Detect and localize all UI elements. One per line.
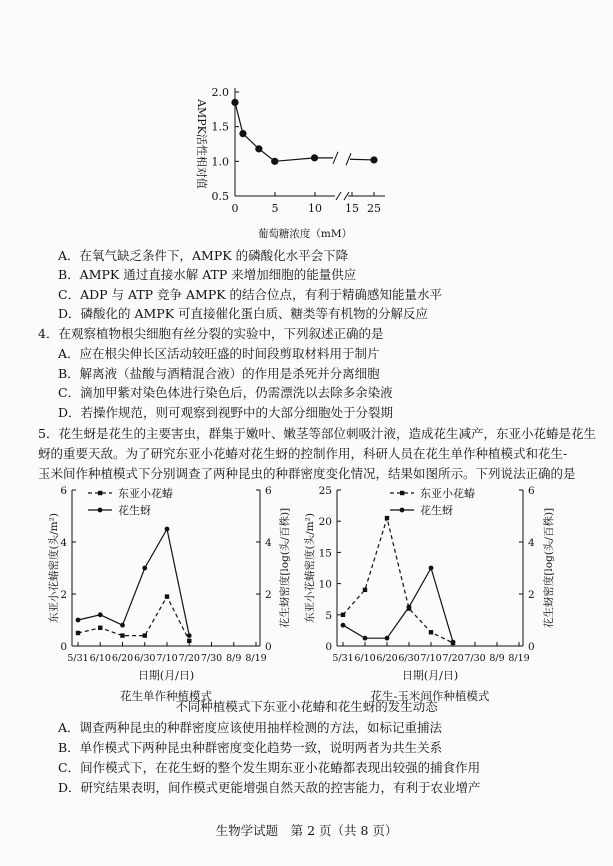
- figure-caption: 不同种植模式下东亚小花蝽和花生蚜的发生动态: [175, 699, 438, 714]
- left-axis-label: 东亚小花蝽密度(头/m²): [304, 513, 316, 623]
- predator-data-point: [143, 633, 147, 637]
- left-tick-label: 0: [60, 641, 67, 653]
- predator-data-point: [76, 631, 80, 635]
- aphid-series-line: [343, 568, 453, 642]
- aphid-data-point: [341, 623, 346, 628]
- aphid-data-point: [187, 633, 192, 638]
- x-tick-label: 6/10: [354, 653, 376, 664]
- predator-data-point: [385, 516, 389, 520]
- q3-option-b: B．AMPK 通过直接水解 ATP 来增加细胞的能量供应: [58, 267, 357, 282]
- x-tick-label: 7/20: [178, 653, 200, 664]
- q5-stem-line1: 5．花生蚜是花生的主要害虫，群集于嫩叶、嫩茎等部位刺吸汁液，造成花生减产，东亚小花蝽是花生: [38, 426, 596, 441]
- x-tick-label: 5/31: [67, 653, 89, 664]
- aphid-data-point: [120, 623, 125, 628]
- x-tick-label: 8/19: [245, 653, 267, 664]
- y-tick-label: 0.5: [211, 190, 229, 203]
- aphid-data-point: [98, 612, 103, 617]
- right-tick-label: 0: [265, 641, 272, 653]
- predator-data-point: [98, 626, 102, 630]
- x-tick-label: 8/19: [508, 653, 530, 664]
- y-tick-label: 2.0: [211, 86, 229, 99]
- q4-option-d: D．若操作规范，则可观察到视野中的大部分细胞处于分裂期: [58, 405, 394, 420]
- predator-series-line: [343, 518, 453, 643]
- legend-label: 东亚小花蝽: [118, 487, 173, 500]
- x-axis-label: 葡萄糖浓度（mM）: [257, 228, 353, 240]
- predator-data-point: [165, 594, 169, 598]
- left-axis-label: 东亚小花蝽密度(头/m²): [48, 513, 60, 623]
- predator-series-line: [78, 597, 189, 641]
- q5-option-a: A．调查两种昆虫的种群密度应该使用抽样检测的方法，如标记重捕法: [58, 720, 443, 735]
- left-tick-label: 6: [60, 485, 67, 497]
- legend-solid-marker: [98, 508, 103, 513]
- predator-data-point: [429, 630, 433, 634]
- x-tick-label: 7/30: [464, 653, 486, 664]
- x-tick-label: 6/30: [398, 653, 420, 664]
- predator-data-point: [341, 613, 345, 617]
- x-tick-label: 7/10: [420, 653, 442, 664]
- left-tick-label: 25: [318, 485, 332, 497]
- q5-stem-line2: 蚜的重要天敌。为了研究东亚小花蝽对花生蚜的控制作用，科研人员在花生单作种植模式和花生-: [38, 446, 568, 461]
- legend-dashed-marker: [400, 491, 404, 495]
- predator-data-point: [363, 588, 367, 592]
- q5-stem-line3: 玉米间作种植模式下分别调查了两种昆虫的种群密度变化情况，结果如图所示。下列说法正确的是: [38, 466, 576, 481]
- q5-option-d: D．研究结果表明，间作模式更能增强自然天敌的控害能力，有利于农业增产: [58, 780, 481, 795]
- x-tick-label: 6/30: [134, 653, 156, 664]
- x-tick-label: 5/31: [332, 653, 354, 664]
- x-tick-label: 10: [308, 202, 322, 215]
- right-axis-label: 花生蚜密度[log(头/百株)]: [543, 507, 555, 629]
- aphid-data-point: [385, 636, 390, 641]
- x-tick-label: 7/30: [200, 653, 223, 664]
- legend-solid-marker: [400, 508, 405, 513]
- aphid-data-point: [142, 566, 147, 571]
- right-tick-label: 6: [265, 485, 272, 497]
- q4-option-b: B．解离液（盐酸与酒精混合液）的作用是杀死并分离细胞: [58, 366, 380, 381]
- right-tick-label: 2: [528, 589, 535, 601]
- x-tick-label: 8/9: [489, 653, 505, 664]
- x-tick-label: 6/10: [89, 653, 111, 664]
- left-tick-label: 4: [60, 537, 67, 549]
- y-tick-label: 1.5: [211, 120, 229, 134]
- left-tick-label: 2: [60, 589, 67, 601]
- q3-option-c: C．ADP 与 ATP 竞争 AMPK 的结合位点，有利于精确感知能量水平: [58, 287, 443, 302]
- predator-data-point: [187, 639, 191, 643]
- right-tick-label: 4: [528, 537, 535, 549]
- aphid-data-point: [429, 566, 434, 571]
- x-tick-label: 6/20: [111, 653, 134, 664]
- q4-stem: 4．在观察植物根尖细胞有丝分裂的实验中，下列叙述正确的是: [38, 326, 384, 341]
- aphid-data-point: [451, 640, 456, 645]
- y-axis-label: AMPK活性相对值: [195, 99, 208, 189]
- right-axis-label: 花生蚜密度[log(头/百株)]: [279, 507, 291, 629]
- q5-option-c: C．间作模式下，在花生蚜的整个发生期东亚小花蝽都表现出较强的捕食作用: [58, 760, 481, 775]
- right-tick-label: 4: [265, 537, 272, 549]
- x-tick-label: 15: [345, 202, 359, 215]
- chart-title: 花生-玉米间作种植模式: [370, 689, 490, 703]
- x-tick-label: 0: [231, 202, 239, 215]
- x-axis-label: 日期(月/日): [401, 669, 459, 682]
- aphid-series-line: [78, 529, 189, 636]
- left-tick-label: 0: [325, 641, 332, 653]
- x-tick-label: 7/10: [156, 653, 178, 664]
- legend-label: 花生蚜: [420, 504, 453, 517]
- right-tick-label: 2: [265, 589, 272, 601]
- q3-option-a: A．在氧气缺乏条件下，AMPK 的磷酸化水平会下降: [58, 248, 349, 263]
- x-axis-label: 日期(月/日): [137, 669, 195, 682]
- aphid-data-point: [407, 605, 412, 610]
- legend-label: 花生蚜: [118, 504, 151, 517]
- x-tick-label: 7/20: [442, 653, 464, 664]
- right-tick-label: 6: [528, 485, 535, 497]
- legend-label: 东亚小花蝽: [420, 487, 475, 500]
- aphid-data-point: [363, 636, 368, 641]
- left-tick-label: 5: [325, 609, 332, 622]
- q4-option-c: C．滴加甲紫对染色体进行染色后，仍需漂洗以去除多余染液: [58, 385, 393, 400]
- x-tick-label: 8/9: [226, 653, 242, 664]
- x-tick-label: 5: [271, 202, 279, 215]
- q4-option-a: A．应在根尖伸长区活动较旺盛的时间段剪取材料用于制片: [58, 346, 380, 361]
- q5-option-b: B．单作模式下两种昆虫种群密度变化趋势一致，说明两者为共生关系: [58, 740, 443, 755]
- x-tick-label: 25: [367, 202, 381, 215]
- y-tick-label: 1.0: [211, 155, 229, 169]
- aphid-data-point: [165, 527, 170, 532]
- aphid-data-point: [76, 618, 81, 623]
- x-tick-label: 6/20: [376, 653, 398, 664]
- chart-title: 花生单作种植模式: [120, 689, 212, 703]
- left-tick-label: 15: [318, 547, 332, 560]
- right-tick-label: 0: [528, 641, 535, 653]
- q3-option-d: D．磷酸化的 AMPK 可直接催化蛋白质、糖类等有机物的分解反应: [58, 306, 429, 321]
- left-tick-label: 20: [318, 516, 332, 529]
- page-footer: 生物学试题 第 2 页（共 8 页）: [215, 823, 398, 838]
- predator-data-point: [120, 633, 124, 637]
- legend-dashed-marker: [98, 491, 102, 495]
- left-tick-label: 10: [318, 578, 332, 591]
